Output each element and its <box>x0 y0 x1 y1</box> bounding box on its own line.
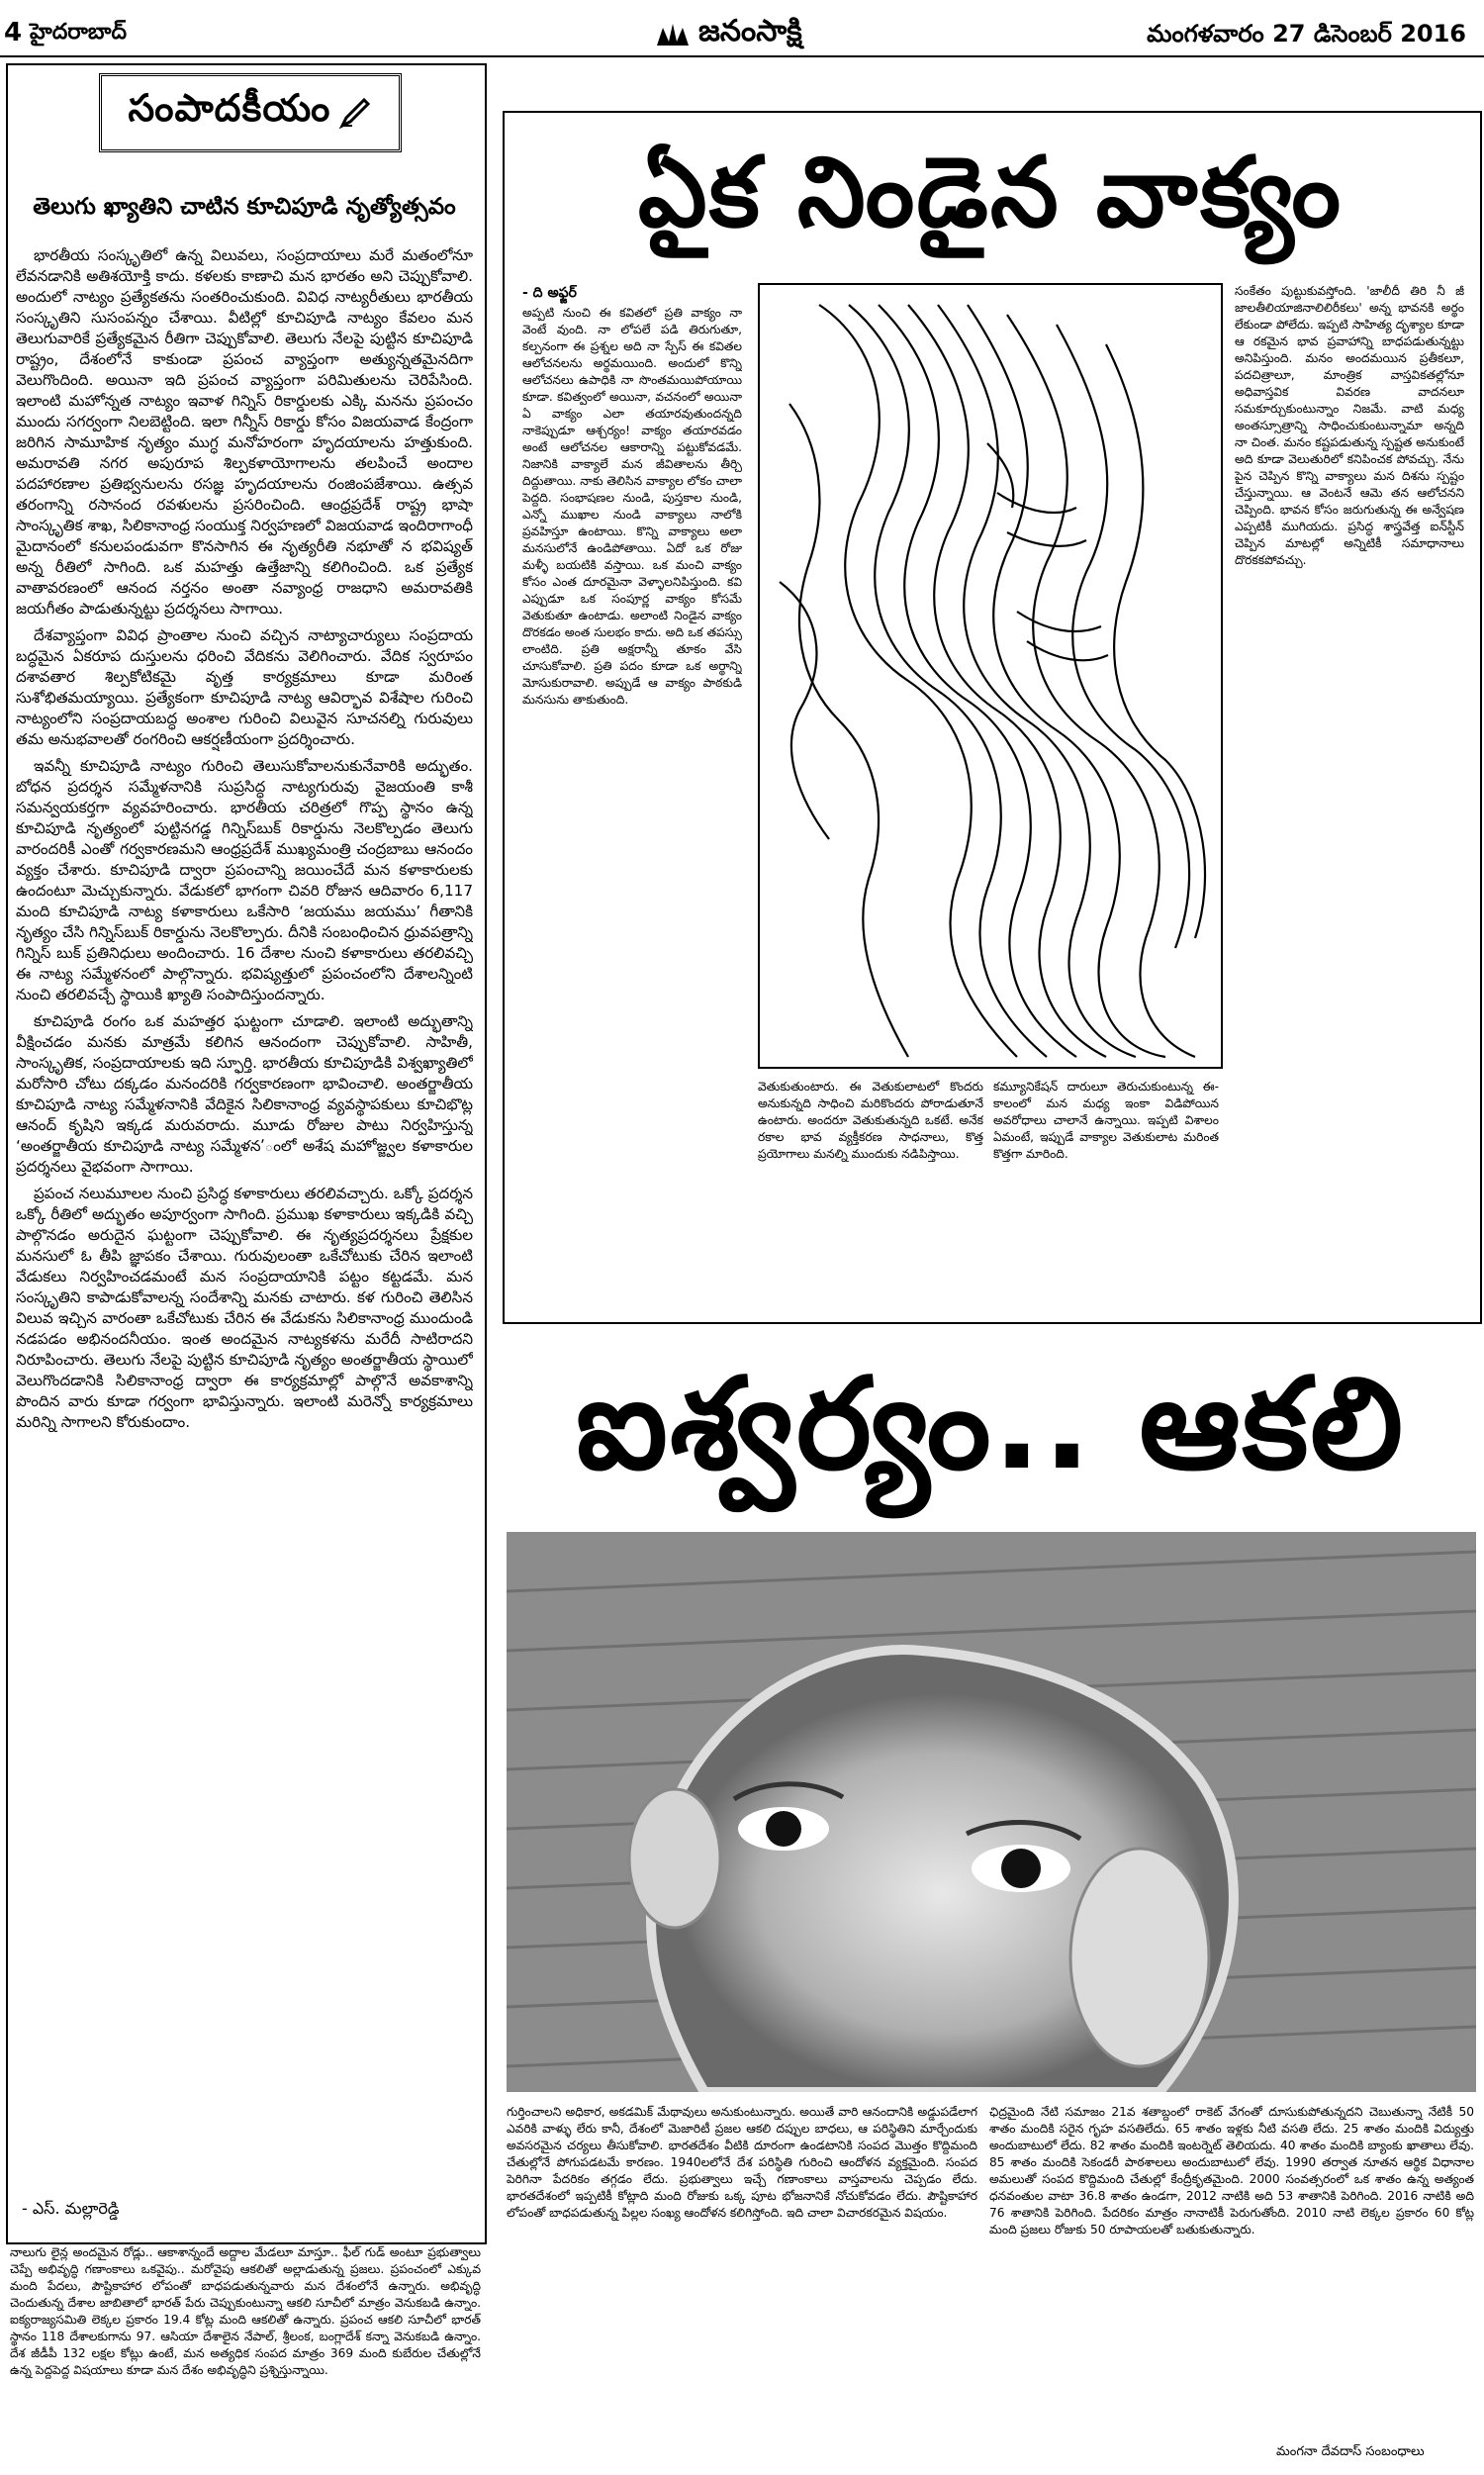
logo-hand-icon <box>653 18 693 51</box>
editorial-paragraph: ఇవన్నీ కూచిపూడి నాట్యం గురించి తెలుసుకోవాలనుకునేవారికి అద్భుతం. బోధన ప్రదర్శన సమ్మేళనానికి సుప్రసిద్ధ నాట్యగురువు వైజయంతి కాశీ సమన్వయకర్తగా వ్యవహరించారు. భారతీయ చరిత్రలో గొప్ప స్థానం ఉన్న కూచిపూడి నృత్యంలో పుట్టినగడ్డ గిన్నిస్‌బుక్‌ రికార్డును నెలకొల్పడం తెలుగు వారందరికీ ఎంతో గర్వకారణమని ఆంధ్రప్రదేశ్‌ ముఖ్యమంత్రి చంద్రబాబు ఆనందం వ్యక్తం చేశారు. కూచిపూడి ద్వారా ప్రపంచాన్ని జయించేదే మన కళాకారులకు ఉందంటూ మెచ్చుకున్నారు. వేడుకలో భాగంగా చివరి రోజున ఆదివారం 6,117 మంది కూచిపూడి నాట్య కళాకారులు ఒకేసారి ‘జయము జయము’ గీతానికి నృత్యం చేసి గిన్నిస్‌బుక్‌ రికార్డును నెలకొల్పారు. దీనికి సంబంధించిన ధ్రువపత్రాన్ని గిన్నిస్‌ బుక్‌ ప్రతినిధులు అందించారు. 16 దేశాల నుంచి కళాకారులు తరలివచ్చి ఈ నాట్య సమ్మేళనంలో పాల్గొన్నారు. భవిష్యత్తులో ప్రపంచంలోని దేశాలన్నింటి నుంచి తరలివచ్చే స్థాయికి ఖ్యాతి సంపాదిస్తుందన్నారు. <box>16 757 473 1003</box>
bottom-left-article <box>10 2244 481 2464</box>
lower-right-text: ఛిద్రమైంది నేటి సమాజం 21వ శతాబ్దంలో రాకెట్‌ వేగంతో దూసుకుపోతున్నదని చెబుతున్నా నేటికీ 50 శాతం మందికి సరైన గృహ వసతిలేదు. 65 శాతం ఇళ్లకు నీటి వసతి లేదు. 25 శాతం మందికి విద్యుత్తు అందుబాటులో లేదు. 82 శాతం మందికి ఇంటర్నెట్‌ తెలియదు. 40 శాతం మందికి బ్యాంకు ఖాతాలు లేవు. 85 శాతం మందికి సెకండరీ పాఠశాలలు అందుబాటులో లేవు. 1990 తర్వాత నూతన ఆర్థిక విధానాల అమలుతో సంపద కొద్దిమంది చేతుల్లో కేంద్రీకృతమైంది. 2000 సంవత్సరంలో ఒక శాతం ఉన్న అత్యంత ధనవంతుల వాటా 36.8 శాతం ఉండగా, 2012 నాటికి అది 53 శాతానికి పెరిగింది. 2016 నాటికి అది 76 శాతానికి పెరిగింది. పేదరికం మాత్రం నానాటికీ పెరుగుతోంది. 2010 నాటి లెక్కల ప్రకారం 60 కోట్ల మంది ప్రజలు రోజుకు 50 రూపాయలతో బతుకుతున్నారు. <box>989 2105 1474 2237</box>
middle-byline: - ది అఫ్జర్‌ <box>522 285 577 301</box>
editorial-label: సంపాదకీయం <box>128 86 331 130</box>
middle-left-text: అప్పటి నుంచి ఈ కవితలో ప్రతి వాక్యం నా వెంటే వుంది. నా లోపలే పడి తిరుగుతూ, కల్పనంగా ఈ ప్రశ్నల అది నా స్పేస్‌ ఈ కవితల ఆలోచనలను అర్థమయింది. అందులో కొన్ని ఆలోచనలు ఉపాధికి నా సొంతమయిపోయాయి కూడా. కవిత్వంలో అయినా, వచనంలో అయినా ఏ వాక్యం ఎలా తయారవుతుందన్నది నాకెప్పుడూ ఆశ్చర్యం! వాక్యం తయారవడం అంటే ఆలోచనల ఆకారాన్ని పట్టుకోవడమే. నిజానికి వాక్యాలే మన జీవితాలను తీర్చి దిద్దుతాయి. నాకు తెలిసిన వాక్యాల లోకం చాలా పెద్దది. సంభాషణల నుండి, పుస్తకాల నుండి, ఎన్నో ముఖాల నుండి వాక్యాలు నాలోకి ప్రవహిస్తూ ఉంటాయి. కొన్ని వాక్యాలు అలా మనసులోనే ఉండిపోతాయి. ఏదో ఒక రోజు మళ్ళీ బయటికి వస్తాయి. ఒక మంచి వాక్యం కోసం ఎంత దూరమైనా వెళ్ళాలనిపిస్తుంది. కవి ఎప్పుడూ ఒక సంపూర్ణ వాక్యం కోసమే వెతుకుతూ ఉంటాడు. అలాంటి నిండైన వాక్యం దొరకడం అంత సులభం కాదు. అది ఒక తపస్సు లాంటిది. ప్రతి అక్షరాన్నీ తూకం వేసి చూసుకోవాలి. ప్రతి పదం కూడా ఒక అర్థాన్ని మోసుకురావాలి. అప్పుడే ఆ వాక్యం పాఠకుడి మనసును తాకుతుంది. <box>522 306 742 707</box>
editorial-byline: - ఎస్‌. మల్లారెడ్డి <box>22 2199 120 2218</box>
middle-bottom-mid-column <box>993 1079 1219 1312</box>
middle-bottom-left-column <box>758 1079 983 1312</box>
lower-byline: మంగనా దేవదాస్‌ సంబంధాలు <box>1276 2444 1425 2459</box>
page-number: 4 <box>4 18 23 48</box>
middle-headline: ఏౖక నిండైన వాక్యం <box>637 137 1344 249</box>
editorial-paragraph: దేశవ్యాప్తంగా వివిధ ప్రాంతాల నుంచి వచ్చిన నాట్యాచార్యులు సంప్రదాయ బద్ధమైన ఏకరూప దుస్తులను ధరించి వేదికను వెలిగించారు. వేదిక స్వరూపం దశావతార శిల్పకోటికమై వృత్త కార్యక్రమాలు కూడా మరింత సుశోభితమయ్యాయి. ప్రత్యేకంగా కూచిపూడి నాట్య ఆవిర్భావ విశేషాల గురించి నాట్యంలోని సంప్రదాయబద్ధ అంశాల గురించి విలువైన సూచనల్ని గురువులు తమ అనుభవాలతో రంగరించి ఆకర్షణీయంగా ప్రదర్శించారు. <box>16 626 473 748</box>
middle-right-column <box>1235 283 1464 1312</box>
bottom-left-text: నాలుగు లైన్ల అందమైన రోడ్లు.. ఆకాశాన్నందే అద్దాల మేడలూ మాస్తూ.. ఫీల్‌ గుడ్‌ అంటూ ప్రభుత్వాలు చెప్పే అభివృద్ధి గణాంకాలు ఒకవైపు.. మరోవైపు ఆకలితో అల్లాడుతున్న ప్రజలు. ప్రపంచంలో ఎక్కువ మంది పేదలు, పౌష్టికాహార లోపంతో బాధపడుతున్నవారు మన దేశంలోనే ఉన్నారు. అభివృద్ధి చెందుతున్న దేశాల జాబితాలో భారత్‌ పేరు చెప్పుకుంటున్నా ఆకలి సూచీలో మాత్రం వెనుకబడి ఉన్నాం. ఐక్యరాజ్యసమితి లెక్కల ప్రకారం 19.4 కోట్ల మంది ఆకలితో ఉన్నారు. ప్రపంచ ఆకలి సూచీలో భారత్‌ స్థానం 118 దేశాలకుగాను 97. ఆసియా దేశాలైన నేపాల్‌, శ్రీలంక, బంగ్లాదేశ్‌ కన్నా వెనుకబడి ఉన్నాం. దేశ జీడీపీ 132 లక్షల కోట్లు ఉంటే, మన అత్యధిక సంపద మాత్రం 369 మంది కుబేరుల చేతుల్లోనే ఉన్న పెద్దపెద్ద విషయాలు కూడా మన దేశం అభివృద్ధిని ప్రశ్నిస్తున్నాయి. <box>10 2245 481 2377</box>
middle-bottom-left-text: వెతుకుతుంటారు. ఈ వెతుకులాటలో కొందరు అనుకున్నది సాధించి మరికొందరు పోరాడుతూనే ఉంటారు. అందరూ వెతుకుతున్నది ఒకటే. అనేక రకాల భావ వ్యక్తీకరణ సాధనాలు, కొత్త ప్రయోగాలు మనల్ని ముందుకు నడిపిస్తాయి. <box>758 1080 983 1161</box>
middle-bottom-mid-text: కమ్యూనికేషన్‌ దారులూ తెరుచుకుంటున్న ఈ-కాలంలో మన మధ్య ఇంకా విడిపోయిన అవరోధాలు చాలానే ఉన్నాయి. ఇప్పటి విశాలం ఏమంటే, ఇప్పుడే వాక్యాల వెతుకులాట మరింత కొత్తగా మారింది. <box>993 1080 1219 1161</box>
pen-icon <box>338 96 372 130</box>
editorial-title: తెలుగు ఖ్యాతిని చాటిన కూచిపూడి నృత్యోత్సవం <box>33 194 456 220</box>
line-art-illustration <box>758 283 1223 1069</box>
masthead-rule <box>0 55 1484 57</box>
lower-left-text: గుర్తించాలని అధికార, అకడమిక్‌ మేథావులు అనుకుంటున్నారు. అయితే వారి ఆనందానికి అడ్డుపడేలాగ ఎవరికి వాళ్ళు లేరు కానీ, దేశంలో మెజారిటీ ప్రజల ఆకలి దప్పుల బాధలు, ఆ పరిస్థితిని మార్చేందుకు అవసరమైన చర్యలు తీసుకోవాలి. భారతదేశం వీటికి దూరంగా ఉండటానికి సంపద మొత్తం కొద్దిమంది చేతుల్లోనే పోగుపడటమే కారణం. 1940లలోనే దేశ పరిస్థితి గురించి ఆందోళన వ్యక్తమైంది. సంపద పెరిగినా పేదరికం తగ్గడం లేదు. ప్రభుత్వాలు ఇచ్చే గణాంకాలు వాస్తవాలను చెప్పడం లేదు. భారతదేశంలో ఇప్పటికీ కోట్లాది మంది రోజుకు ఒక్క పూట భోజనానికే నోచుకోవడం లేదు. పౌష్టికాహార లోపంతో బాధపడుతున్న పిల్లల సంఖ్య ఆందోళన కలిగిస్తోంది. ఇది చాలా విచారకరమైన విషయం. <box>507 2105 977 2220</box>
editorial-paragraph: కూచిపూడి రంగం ఒక మహత్తర ఘట్టంగా చూడాలి. ఇలాంటి అద్భుతాన్ని వీక్షించడం మనకు మాత్రమే కలిగిన ఆనందంగా చెప్పుకోవాలి. సాహితీ, సాంస్కృతిక, సంప్రదాయాలకు ఇది స్ఫూర్తి. భారతీయ కూచిపూడికి విశ్వఖ్యాతిలో మరోసారి చోటు దక్కడం మనందరికి గర్వకారణంగా భావించాలి. అంతర్జాతీయ కూచిపూడి నాట్య సమ్మేళనానికి వేదికైన సిలికానాంధ్ర వ్యవస్థాపకులు కూచిభొట్ల ఆనంద్‌ కృషిని ఇక్కడ మరువరాదు. మూడు రోజుల పాటు నిర్వహిస్తున్న ‘అంతర్జాతీయ కూచిపూడి నాట్య సమ్మేళన’ంలో అశేష మహోజ్జ్వల కళాకారుల ప్రదర్శనలు వైభవంగా సాగాయి. <box>16 1012 473 1176</box>
lower-headline: ఐశ్వర్యం.. ఆకలి <box>575 1351 1406 1498</box>
middle-left-column <box>522 305 742 1285</box>
paper-logo <box>653 14 802 55</box>
lower-right-column <box>989 2104 1474 2440</box>
paper-name: జనంసాక్షి <box>698 14 802 48</box>
editorial-body <box>16 245 473 2007</box>
middle-right-text: సంకేతం పుట్టుకువస్తోంది. 'జాలీదీ తిరి నీ జీ జాలతీలియాజినాలిలిరీకలు' అన్న భావనకి అర్థం లేకుండా పోలేదు. ఇప్పటి సాహిత్య దృశ్యాల కూడా ఆ రకమైన భావ ప్రవాహాన్ని బాధపడుతున్నట్టు అనిపిస్తుంది. మనం అందమయిన ప్రతీకలూ, పదచిత్రాలూ, మాంత్రిక వాస్తవికతల్లోనూ అధివాస్తవిక వివరణ వాదనలూ సమకూర్చుకుంటున్నాం నిజమే. వాటి మధ్య అంతస్సూత్రాన్ని సాధించుకుంటున్నామా అన్నది నా చింత. మనం కష్టపడుతున్న స్పష్టత అనుకుంటే అది కూడా వెలుతురిలో కనిపించక పోవచ్చు. నేను పైన చెప్పిన కొన్ని వాక్యాలు మన దిశను స్పష్టం చేస్తున్నాయి. ఆ వెంటనే ఆమె తన ఆలోచనని చెప్పింది. భావన కోసం జరుగుతున్న ఈ అన్వేషణ ఎప్పటికీ ముగియదు. ప్రసిద్ధ శాస్త్రవేత్త ఐన్‌స్టీన్‌ చెప్పిన మాటల్లో అన్నిటికీ సమాధానాలు దొరకకపోవచ్చు. <box>1235 284 1464 567</box>
girl-peeking-photo <box>507 1532 1476 2092</box>
editorial-label-box <box>99 73 402 152</box>
editorial-paragraph: ప్రపంచ నలుమూలల నుంచి ప్రసిద్ధ కళాకారులు తరలివచ్చారు. ఒక్కో ప్రదర్శన ఒక్కో రీతిలో అద్భుతం అపూర్వంగా సాగింది. ప్రముఖ కళాకారులు ఇక్కడికి వచ్చి పాల్గొనడం అరుదైన ఘట్టంగా చెప్పుకోవాలి. ఈ నృత్యప్రదర్శనలు ప్రేక్షకుల మనసులో ఓ తీపి జ్ఞాపకం చేశాయి. గురువులంతా ఒకేచోటుకు చేరిన ఇలాంటి వేడుకలు నిర్వహించడమంటే మన సంప్రదాయానికి పట్టం కట్టడమే. మన సంస్కృతిని కాపాడుకోవాలన్న సందేశాన్ని మనకు చాటారు. కళ గురించి తెలిసిన విలువ ఇచ్చిన వారంతా ఒకేచోటుకు చేరిన ఈ వేడుకను సిలికానాంధ్ర ముందుండి నడపడం అభినందనీయం. ఇంత అందమైన నాట్యకళను మరేదీ సాటిరాదని నిరూపించారు. తెలుగు నేలపై పుట్టిన కూచిపూడి నృత్యం అంతర్జాతీయ స్థాయిలో వెలుగొందడానికి సిలికానాంధ్ర ద్వారా ఈ కార్యక్రమాల్లో పాల్గొనే అవకాశాన్ని పొందిన వారు కూడా గర్వంగా భావిస్తున్నారు. ఇలాంటి మరెన్నో కార్యక్రమాలు మరిన్ని సాగాలని కోరుకుందాం. <box>16 1185 473 1431</box>
issue-date: మంగళవారం 27 డిసెంబర్ 2016 <box>1147 20 1466 48</box>
city-name: హైదరాబాద్ <box>30 20 127 45</box>
editorial-paragraph: భారతీయ సంస్కృతిలో ఉన్న విలువలు, సంప్రదాయాలు మరే మతంలోనూ లేవనడానికి అతిశయోక్తి కాదు. కళలకు కాణాచి మన భారతం అని చెప్పుకోవాలి. అందులో నాట్యం ప్రత్యేకతను సంతరించుకుంది. వివిధ నాట్యరీతులు భారతీయ సంస్కృతిని సుసంపన్నం చేశాయి. వీటిల్లో కూచిపూడి నాట్యం కేవలం మన తెలుగువారికే ప్రత్యేకమైన రీతిగా చెప్పుకోవాలి. తెలుగు నేలపై పుట్టిన కూచిపూడి రాష్ట్రం, దేశంలోనే కాకుండా ప్రపంచ వ్యాప్తంగా అత్యున్నతమైనదిగా వెలుగొందింది. అయినా ఇది ప్రపంచ వ్యాప్తంగా పరిమితులను చెరిపేసింది. ఇలాంటి మహోన్నత నాట్యం ఇవాళ గిన్నిస్‌ రికార్డులకు ఎక్కి మనను ప్రపంచం ముందు సగర్వంగా నిలబెట్టింది. ఇలా గిన్నీస్‌ రికార్డు కోసం విజయవాడ కేంద్రంగా జరిగిన సామూహిక నృత్యం ముగ్ధ మనోహరంగా హృదయాలను హత్తుకుంది. అమరావతి నగర అపురూప శిల్పకళాయోగాలను తలపించే అందాల పదహారణాల ప్రతిభ్వనులను రసజ్ఞ హృదయాలను రంజింపజేశాయి. ఉత్సవ తరంగాన్ని రసానంద రవళులను ప్రసరించింది. ఆంధ్రప్రదేశ్‌ రాష్ట్ర భాషా సాంస్కృతిక శాఖ, సిలికానాంధ్ర సంయుక్త నిర్వహణలో విజయవాడ ఇందిరాగాంధీ మైదానంలో కనులపండువగా కొనసాగిన ఈ నృత్యరీతి నభూతో న భవిష్యత్‌ అన్న రీతిలో సాగింది. ఒక మహత్తు ఉత్తేజాన్ని కలిగించింది. ఒక ప్రత్యేక వాతావరణంలో ఆనంద నర్తనం అంతా నవ్యాంధ్ర రాజధాని అమరావతికి జయగీతం పాడుతున్నట్టు ప్రదర్శనలు సాగాయి. <box>16 246 473 618</box>
lower-left-column <box>507 2104 977 2460</box>
